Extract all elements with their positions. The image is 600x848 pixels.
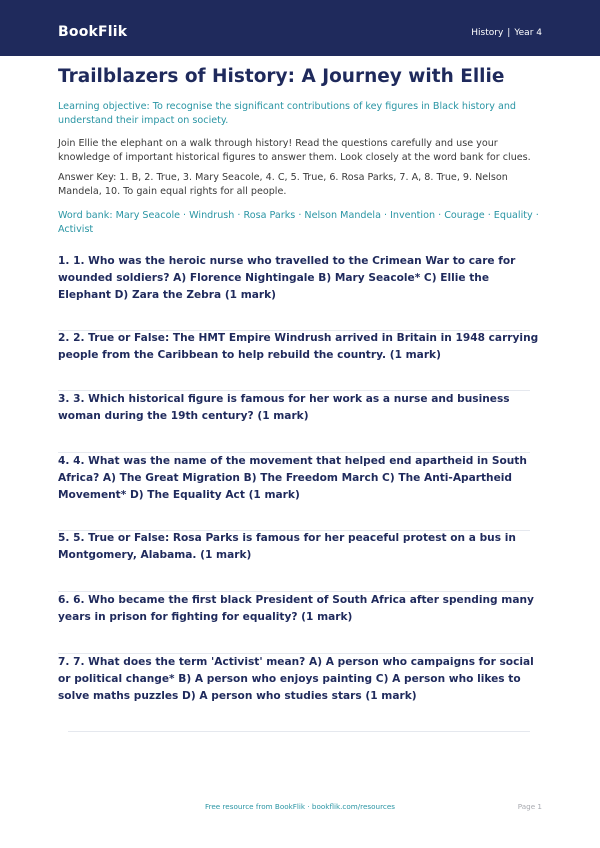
brand-logo[interactable]: BookFlik: [58, 24, 128, 40]
header-bar: [0, 0, 600, 56]
question-1: 1. 1. Who was the heroic nurse who travelled to the Crimean War to care for wounded soldiers? A) Florence Nightingale B) Mary Seacole* C) Ellie the Elephant D) Zara the Zebra (1 mark): [58, 255, 516, 301]
subject-label: History: [471, 28, 504, 38]
question-4: 4. 4. What was the name of the movement that helped end apartheid in South Africa? A) The Great Migration B) The Freedom March C) The Anti-Apartheid Movement* D) The Equality Act (1 mark): [58, 455, 527, 501]
year-label: Year 4: [514, 28, 542, 38]
subject-breadcrumb: [471, 28, 542, 38]
worksheet-title: Trailblazers of History: A Journey with Ellie: [58, 66, 505, 87]
footer-link[interactable]: Free resource from BookFlik · bookflik.com/resources: [204, 802, 396, 811]
page-number: Page 1: [517, 802, 542, 811]
breadcrumb-separator: |: [507, 28, 511, 38]
question-5: 5. 5. True or False: Rosa Parks is famous for her peaceful protest on a bus in Montgomery, Alabama. (1 mark): [58, 532, 516, 561]
question-2: 2. 2. True or False: The HMT Empire Windrush arrived in Britain in 1948 carrying people from the Caribbean to help rebuild the country. (1 mark): [58, 332, 539, 361]
question-6: 6. 6. Who became the first black President of South Africa after spending many years in prison for fighting for equality? (1 mark): [58, 594, 534, 623]
answer-divider: [68, 731, 530, 732]
intro-paragraph: Join Ellie the elephant on a walk through history! Read the questions carefully and use your knowledge of important historical figures to answer them. Look closely at the word bank for clues.: [58, 138, 531, 163]
answer-key: Answer Key: 1. B, 2. True, 3. Mary Seacole, 4. C, 5. True, 6. Rosa Parks, 7. A, 8. True, 9. Nelson Mandela, 10. To gain equal rights for all people.: [58, 172, 508, 197]
question-7: 7. 7. What does the term 'Activist' mean? A) A person who campaigns for social or political change* B) A person who enjoys painting C) A person who likes to solve maths puzzles D) A person who studies stars (1 mark): [58, 656, 534, 702]
word-bank: Word bank: Mary Seacole · Windrush · Rosa Parks · Nelson Mandela · Invention · Courage · Equality · Activist: [58, 210, 539, 235]
learning-objective: Learning objective: To recognise the significant contributions of key figures in Black history and understand their impact on society.: [58, 101, 517, 126]
question-3: 3. 3. Which historical figure is famous for her work as a nurse and business woman during the 19th century? (1 mark): [58, 393, 510, 422]
